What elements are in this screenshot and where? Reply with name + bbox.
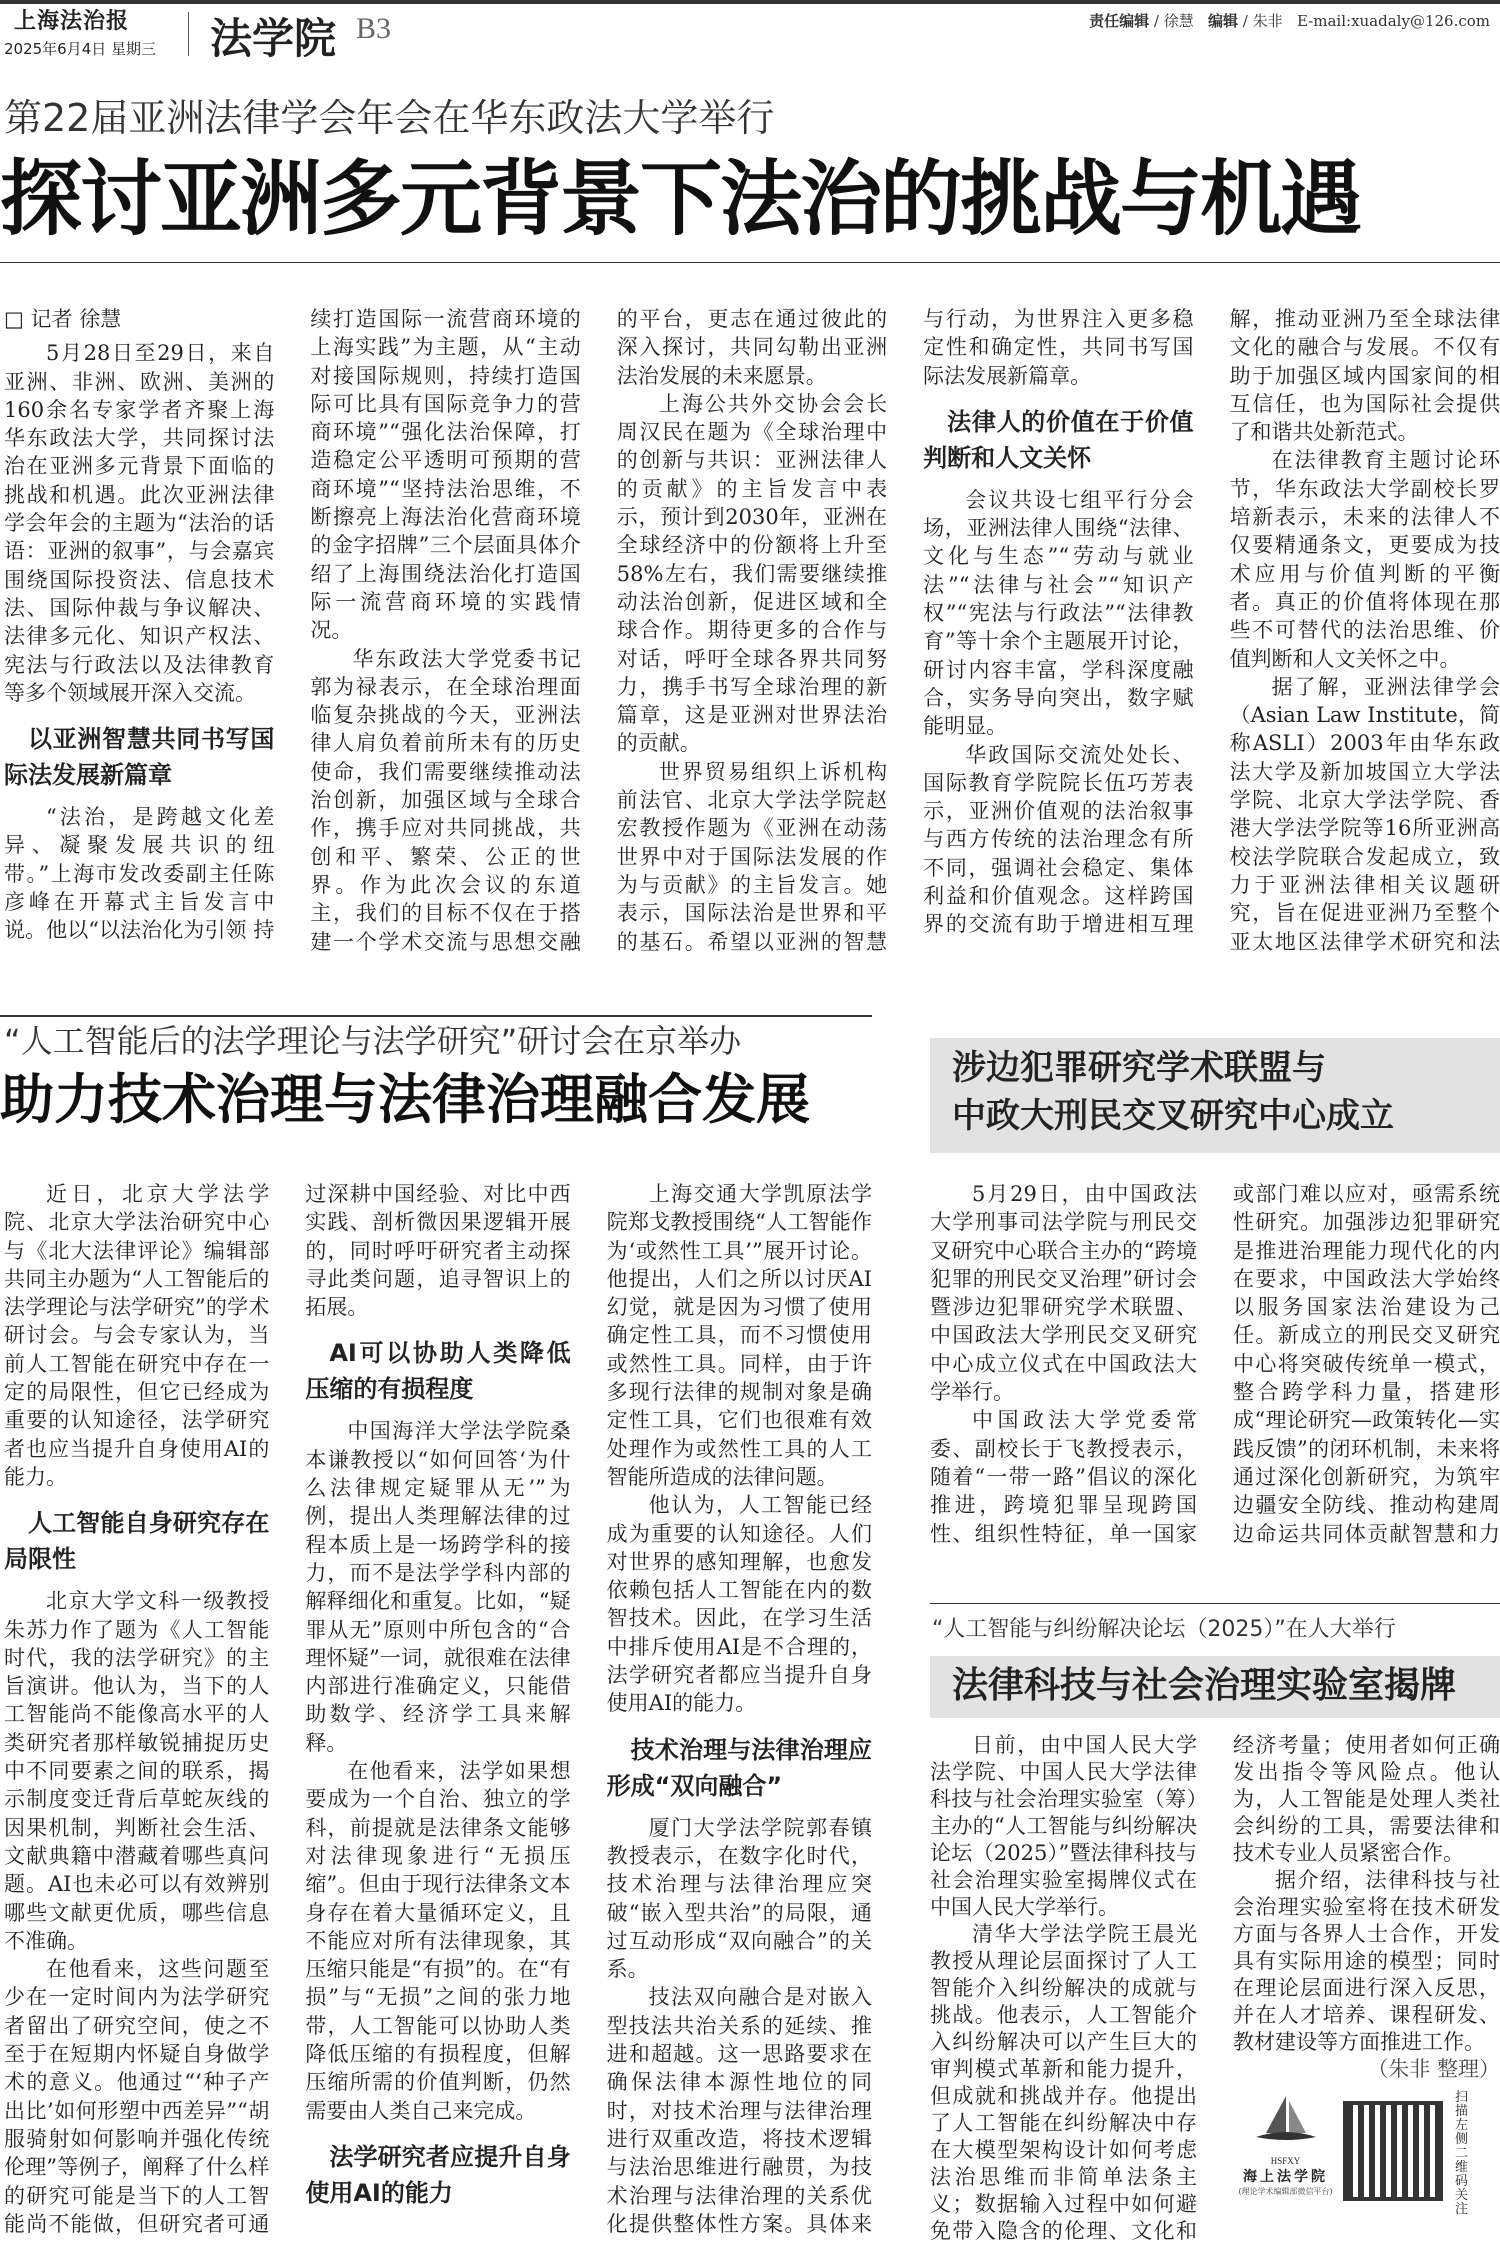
- editor-name: 徐慧: [1163, 12, 1194, 30]
- paragraph: 5月29日，由中国政法大学刑事司法学院与刑民交叉研究中心联合主办的“跨境犯罪的刑民交叉治理”研讨会暨涉边犯罪研究学术联盟、中国政法大学刑民交叉研究中心成立仪式在中国政法大学举行。: [930, 1182, 1197, 1405]
- subheading: 以亚洲智慧共同书写国际法发展新篇章: [4, 725, 275, 790]
- article2-body: [4, 1180, 872, 2253]
- paragraph: 技法双向融合是对嵌入型技法共治关系的延续、推进和超越。这一思路要求在确保法律本源性地位的同时，对技术治理与法律治理进行双重改造，将技术逻辑与法治思维进行融贯，为技术治理与法律治理的关系优化提供整体性方案。具体来: [606, 1985, 872, 2236]
- article4-headline-box: [930, 1656, 1500, 1718]
- article4-headline: 法律科技与社会治理实验室揭牌: [952, 1665, 1457, 1706]
- paragraph: 华政国际交流处处长、国际教育学院院长伍巧芳表示，亚洲价值观的法治叙事与西方传统的法治理念有所不同，强调社会稳定、集体利益和价值观念。这样跨国界的交流有助于增进相互理解，推动亚洲乃至全球法律文化的融合与发展。不仅有助于加强区域内国家间的相互信任，也为国际社会提供了和谐共处新范式。: [923, 307, 1500, 937]
- paragraph: 日前，由中国人民大学法学院、中国人民大学法律科技与社会治理实验室（筹）主办的“人工智能与纠纷解决论坛（2025）”暨法律科技与社会治理实验室揭牌仪式在中国人民大学举行。: [930, 1733, 1197, 1919]
- byline: □ 记者 徐慧: [4, 307, 122, 331]
- article1-kicker: 第22届亚洲法律学会年会在华东政法大学举行: [4, 96, 775, 140]
- paragraph: 据介绍，法律科技与社会治理实验室将在技术研发方面与各界人士合作，开发具有实际用途的模型；同时在理论层面进行深入反思，并在人才培养、课程研发、教材建设等方面推进工作。: [1233, 1868, 1500, 2054]
- paragraph: 在法律教育主题讨论环节，华东政法大学副校长罗培新表示，未来的法律人不仅要精通条文，更要成为技术应用与价值判断的平衡者。真正的价值将体现在那些不可替代的法治思维、价值判断和人文关怀之中。: [1229, 448, 1500, 671]
- editor-note: （朱非 整理）: [1367, 2057, 1500, 2081]
- paragraph: 北京大学文科一级教授朱苏力作了题为《人工智能时代，我的法学研究》的主旨演讲。他认为，当下的人工智能尚不能像高水平的人类研究者那样敏锐捕捉历史中不同要素之间的联系，揭示制度变迁背后草蛇灰线的因果机制，判断社会生活、文献典籍中潜藏着哪些真问题。AI也未必可以有效辨别哪些文献更优质，哪些信息不准确。: [4, 1589, 270, 1953]
- masthead-divider: [188, 12, 189, 56]
- article3-headline-box: [930, 1038, 1500, 1153]
- paragraph: 上海公共外交协会会长周汉民在题为《全球治理中的创新与共识：亚洲法律人的贡献》的主旨发言中表示，预计到2030年，亚洲在全球经济中的份额将上升至58%左右，我们需要继续推动法治创新，促进区域和全球合作。期待更多的合作与对话，呼吁全球各界共同努力，携手书写全球治理的新篇章，这是亚洲对世界法治的贡献。: [616, 391, 888, 756]
- subheading: 技术治理与法律治理应形成“双向融合”: [606, 1735, 872, 1800]
- paragraph: 近日，北京大学法学院、北京大学法治研究中心与《北大法律评论》编辑部共同主办题为“人工智能后的法学理论与法学研究”的学术研讨会。与会专家认为，当前人工智能在研究中存在一定的局限性，但它已经成为重要的认知途径，法学研究者也应当提升自身使用AI的能力。: [4, 1182, 270, 1489]
- article4-body: [930, 1732, 1500, 2253]
- divider: [0, 262, 1500, 263]
- subheading: 人工智能自身研究存在局限性: [4, 1509, 270, 1574]
- qr-instruction: 扫描左侧二维码关注: [1455, 2090, 1469, 2217]
- subheading: 法律人的价值在于价值判断和人文关怀: [923, 407, 1194, 472]
- headline-line: 涉边犯罪研究学术联盟与: [952, 1048, 1326, 1088]
- divider: [0, 1015, 872, 1017]
- article1-body: [4, 305, 1500, 965]
- article3-headline: [952, 1044, 1394, 1140]
- paragraph: 世界贸易组织上诉机构前法官、北京大学法学院赵宏教授作题为《亚洲在动荡世界中对于国际法发展的作为与贡献》的主旨发言。她表示，国际法治是世界和平的基石。希望以亚洲的智慧与行动，为世界注入更多稳定性和确定性，共同书写国际法发展新篇章。: [616, 307, 1194, 954]
- logo-abbr: HSFXY: [1270, 2156, 1301, 2166]
- hsfxy-logo: [1233, 2091, 1338, 2217]
- paragraph: 中国海洋大学法学院桑本谦教授以“如何回答‘为什么法律规定疑罪从无’”为例，提出人类理解法律的过程本质上是一场跨学科的接力，而不是法学学科内部的解释细化和重复。比如，“疑罪从无”原则中所包含的“合理怀疑”一词，就很难在法律内部进行准确定义，只能借助数学、经济学工具来解释。: [305, 1419, 571, 1755]
- issue-date: 2025年6月4日 星期三: [4, 40, 157, 58]
- paragraph: 厦门大学法学院郭春镇教授表示，在数字化时代，技术治理与法律治理应突破“嵌入型共治”的局限，通过互动形成“双向融合”的关系。: [606, 1815, 872, 1982]
- newspaper-logo: 上海法治报: [14, 8, 130, 34]
- paragraph: 在他看来，法学如果想要成为一个自治、独立的学科，前提就是法律条文能够对法律现象进行“无损压缩”。但由于现行法律条文本身存在着大量循环定义，且不能应对所有法律现象，其压缩只能是“有损”的。在“有损”与“无损”之间的张力地带，人工智能可以协助人类降低压缩的有损程度，但解压缩所需的价值判断，仍然需要由人类自己来完成。: [305, 1759, 571, 2123]
- article4-kicker: “人工智能与纠纷解决论坛（2025）”在人大举行: [932, 1617, 1396, 1642]
- qr-code[interactable]: [1343, 2101, 1443, 2201]
- page-number: B3: [356, 12, 392, 45]
- logo-name: 海上法学院: [1243, 2169, 1328, 2185]
- paragraph: 华东政法大学党委书记郭为禄表示，在全球治理面临复杂挑战的今天，亚洲法律人肩负着前所未有的历史使命，我们需要继续推动法治创新，加强区域与全球合作，携手应对共同挑战，共创和平、繁荣、公正的世界。作为此次会议的东道主，我们的目标不仅在于搭建一个学术交流与思想交融的平台，更志在通过彼此的深入探讨，共同勾勒出亚洲法治发展的未来愿景。: [310, 307, 888, 954]
- article3-body: [930, 1180, 1500, 1560]
- paragraph: 清华大学法学院王晨光教授从理论层面探讨了人工智能介入纠纷解决的成就与挑战。他表示，人工智能介入纠纷解决可以产生巨大的审判模式革新和能力提升，但成就和挑战并存。他提出了人工智能在纠纷解决中存在大模型架构设计如何考虑法治思维而非简单法条主义；数据输入过程中如何避免带入隐含的伦理、文化和经济考量；使用者如何正确发出指令等风险点。他认为，人工智能是处理人类社会纠纷的工具，需要法律和技术专业人员紧密合作。: [930, 1733, 1500, 2243]
- paragraph: 在他看来，这些问题至少在一定时间内为法学研究者留出了研究空间，使之不至于在短期内怀疑自身做学术的意义。他通过“‘种子产出比’如何形塑中西差异”“胡服骑射如何影响并强化传统伦理”等例子，阐释了什么样的研究可能是当下的人工智能尚不能做，但研究者可通过深耕中国经验、对比中西实践、剖析微因果逻辑开展的，同时呼吁研究者主动探寻此类问题，追寻智识上的拓展。: [4, 1182, 571, 2236]
- wechat-platform-badge: [1233, 2091, 1488, 2217]
- paragraph: 会议共设七组平行分会场，亚洲法律人围绕“法律、文化与生态”“劳动与就业法”“法律与社会”“知识产权”“宪法与行政法”“法律教育”等十余个主题展开讨论，研讨内容丰富，学科深度融合，实务导向突出，数字赋能明显。: [923, 487, 1194, 739]
- article2-headline: 助力技术治理与法律治理融合发展: [0, 1068, 810, 1131]
- subheading: 法学研究者应提升自身使用AI的能力: [305, 2142, 571, 2207]
- paragraph: 中国政法大学党委常委、副校长于飞教授表示，随着“一带一路”倡议的深化推进，跨境犯罪呈现跨国性、组织性特征，单一国家或部门难以应对，亟需系统性研究。加强涉边犯罪研究是推进治理能力现代化的内在要求，中国政法大学始终以服务国家法治建设为己任。新成立的刑民交叉研究中心将突破传统单一模式，整合跨学科力量，搭建形成“理论研究—政策转化—实践反馈”的闭环机制，未来将通过深化创新研究，为筑牢边疆安全防线、推动构建周边命运共同体贡献智慧和力: [930, 1182, 1500, 1546]
- article2-kicker: “人工智能后的法学理论与法学研究”研讨会在京举办: [4, 1022, 742, 1060]
- editor2-name: 朱非: [1252, 12, 1283, 30]
- editor-credits: 责任编辑 / 徐慧 编辑 / 朱非 E-mail:xuadaly@126.com: [1089, 12, 1490, 30]
- subheading: AI可以协助人类降低压缩的有损程度: [305, 1339, 571, 1404]
- section-name: 法学院: [210, 14, 337, 63]
- editor2-label: 编辑: [1208, 12, 1239, 30]
- paragraph: 5月28日至29日，来自亚洲、非洲、欧洲、美洲的160余名专家学者齐聚上海华东政法大学，共同探讨法治在亚洲多元背景下面临的挑战和机遇。此次亚洲法律学会年会的主题为“法治的话语：亚洲的叙事”，与会嘉宾围绕国际投资法、信息技术法、国际仲裁与争议解决、法律多元化、知识产权法、宪法与行政法以及法律教育等多个领域展开深入交流。: [4, 341, 275, 705]
- headline-line: 中政大刑民交叉研究中心成立: [952, 1096, 1394, 1136]
- paragraph: 据了解，亚洲法律学会（Asian Law Institute，简称ASLI）2003年由华东政法大学及新加坡国立大学法学院、北京大学法学院、香港大学法学院等16所亚洲高校法学院联合发起成立，致力于亚洲法律相关议题研究，旨在促进亚洲乃至整个亚太地区法律学术研究和法: [1229, 674, 1500, 954]
- divider: [930, 1603, 1500, 1604]
- logo-subtitle: (理论学术编辑部微信平台): [1238, 2187, 1333, 2196]
- email: E-mail:xuadaly@126.com: [1296, 12, 1490, 30]
- paragraph: 他认为，人工智能已经成为重要的认知途径。人们对世界的感知理解，也愈发依赖包括人工智能在内的数智技术。因此，在学习生活中排斥使用AI是不合理的，法学研究者都应当提升自身使用AI的能力。: [606, 1493, 872, 1716]
- editor-label: 责任编辑: [1089, 12, 1150, 30]
- top-rule: [0, 0, 1500, 4]
- sailboat-icon: [1251, 2091, 1321, 2151]
- paragraph: “法治，是跨越文化差异、凝聚发展共识的纽带。”上海市发改委副主任陈彦峰在开幕式主旨发言中说。他以“以法治化为引领 持续打造国际一流营商环境的上海实践”为主题，从“主动对接国际规则，持续打造国际可比具有国际竞争力的营商环境”“强化法治保障，打造稳定公平透明可预期的营商环境”“坚持法治思维，不断擦亮上海法治化营商环境的金字招牌”三个层面具体介绍了上海围绕法治化打造国际一流营商环境的实践情况。: [4, 307, 581, 943]
- article1-headline: 探讨亚洲多元背景下法治的挑战与机遇: [0, 152, 1361, 247]
- paragraph: 上海交通大学凯原法学院郑戈教授围绕“人工智能作为‘或然性工具’”展开讨论。他提出，人们之所以讨厌AI幻觉，就是因为习惯了使用确定性工具，而不习惯使用或然性工具。同样，由于许多现行法律的规制对象是确定性工具，它们也很难有效处理作为或然性工具的人工智能所造成的法律问题。: [606, 1182, 872, 1489]
